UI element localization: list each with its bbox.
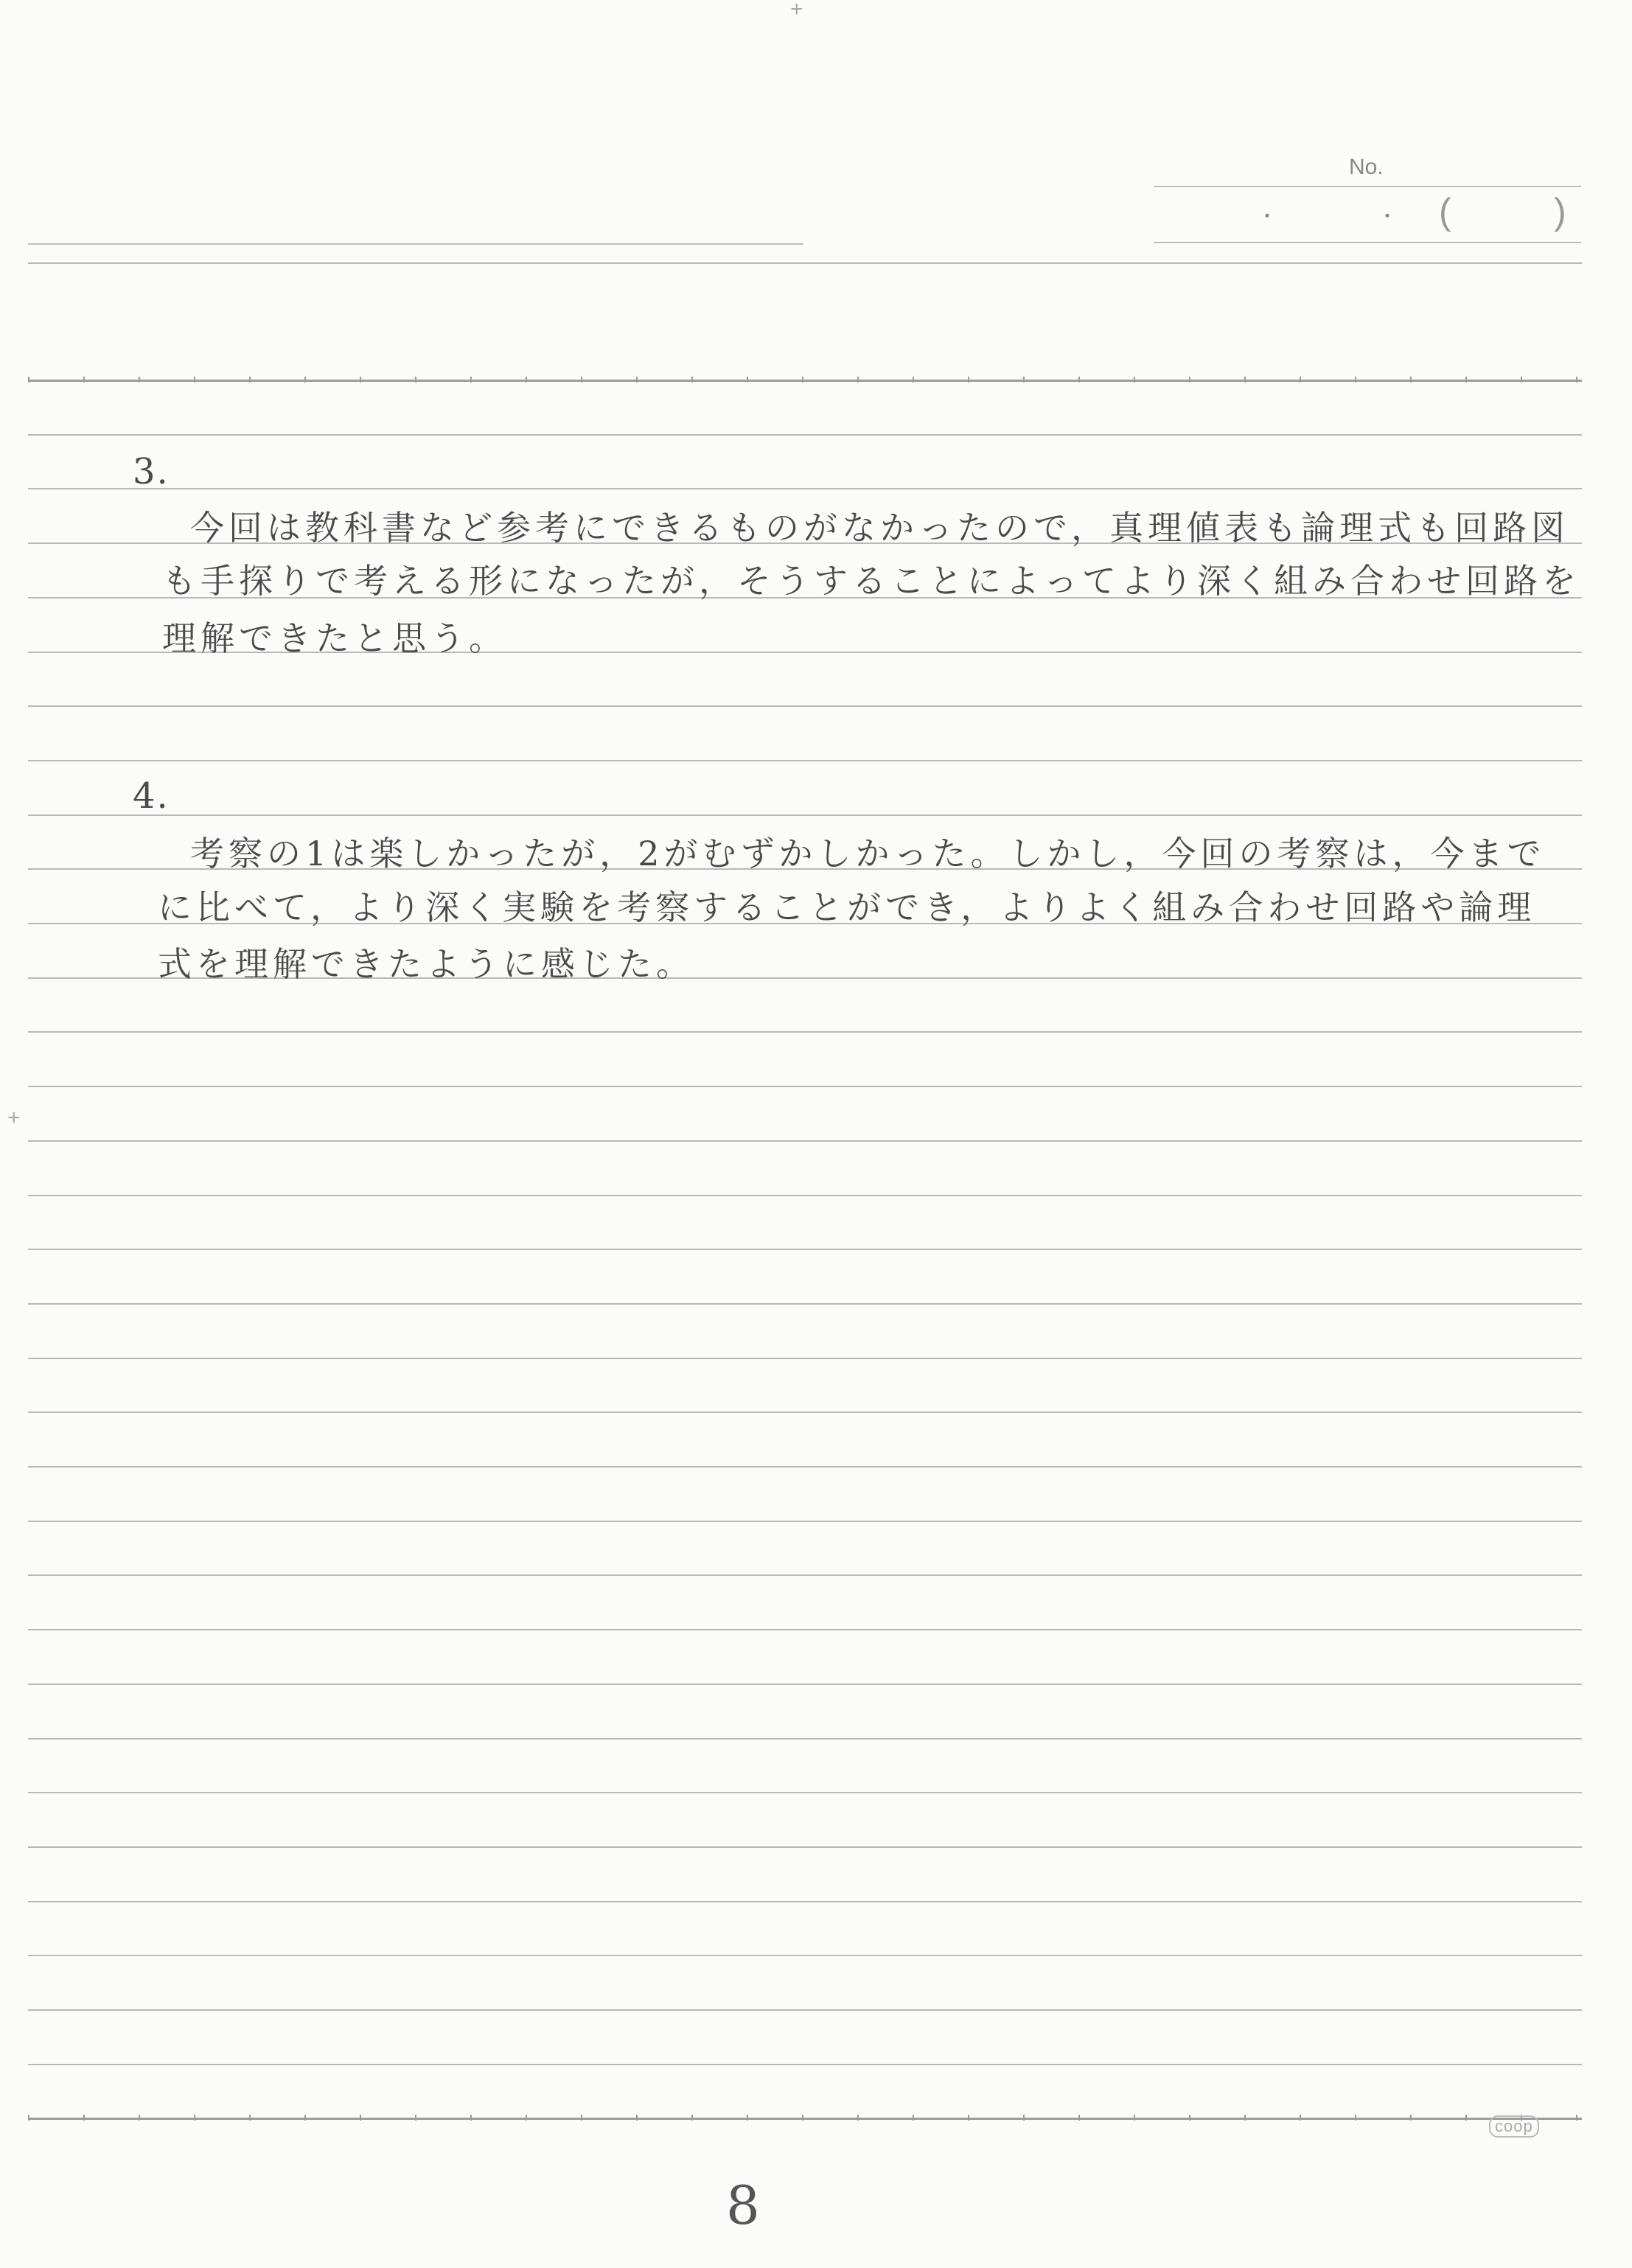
ruled-line xyxy=(28,1901,1582,1902)
ruled-line xyxy=(28,1195,1582,1196)
section-4-line-2: に比べて，より深く実験を考察することができ，よりよく組み合わせ回路や論理 xyxy=(158,887,1536,927)
ruled-line xyxy=(28,1358,1582,1359)
date-separator-1: ・ xyxy=(1257,205,1278,228)
ruled-line xyxy=(28,1303,1582,1305)
ruled-line xyxy=(28,2009,1582,2011)
page-number: 8 xyxy=(726,2174,760,2236)
section-4-line-1: 考察の1は楽しかったが，2がむずかしかった。しかし，今回の考察は，今まで xyxy=(190,834,1546,873)
ruled-line xyxy=(28,1249,1582,1250)
ruled-line xyxy=(28,1738,1582,1740)
ruled-line xyxy=(28,814,1582,816)
ruled-line xyxy=(28,488,1582,489)
ruled-line xyxy=(28,1521,1582,1522)
ruled-line xyxy=(28,1792,1582,1793)
registration-mark-left: + xyxy=(7,1106,21,1130)
section-3-line-1: 今回は教科書など参考にできるものがなかったので，真理値表も論理式も回路図 xyxy=(190,508,1570,548)
registration-mark-top: + xyxy=(790,0,803,21)
section-4-line-3: 式を理解できたように感じた。 xyxy=(158,944,694,984)
section-3-line-2: も手探りで考える形になったが，そうすることによってより深く組み合わせ回路を xyxy=(162,561,1580,601)
number-label: No. xyxy=(1349,155,1384,179)
ruled-line xyxy=(28,1412,1582,1413)
header-separator-line xyxy=(28,262,1582,264)
ruled-line xyxy=(28,1574,1582,1576)
ruled-line xyxy=(28,1955,1582,1956)
ruled-line xyxy=(28,1629,1582,1630)
ruled-line xyxy=(28,1031,1582,1033)
title-field-line xyxy=(28,243,803,245)
date-separator-2: ・ xyxy=(1377,205,1398,228)
weekday-paren-close: ) xyxy=(1554,191,1566,232)
ruled-line xyxy=(28,2064,1582,2065)
number-field-line xyxy=(1154,186,1581,187)
section-4-number: 4. xyxy=(133,775,170,817)
coop-logo: coop xyxy=(1489,2115,1539,2138)
ruler-ticks xyxy=(28,2115,1582,2122)
weekday-paren-open: ( xyxy=(1439,191,1451,232)
ruled-line xyxy=(28,705,1582,707)
ruled-line xyxy=(28,1140,1582,1142)
ruled-line xyxy=(28,434,1582,436)
ruled-line xyxy=(28,760,1582,761)
ruled-line xyxy=(28,1683,1582,1685)
ruled-line xyxy=(28,1086,1582,1087)
date-field-line xyxy=(1154,242,1581,243)
ruler-ticks xyxy=(28,377,1582,384)
ruled-line xyxy=(28,1846,1582,1848)
ruled-line xyxy=(28,1466,1582,1468)
section-3-number: 3. xyxy=(133,451,170,492)
section-3-line-3: 理解できたと思う。 xyxy=(162,618,507,658)
